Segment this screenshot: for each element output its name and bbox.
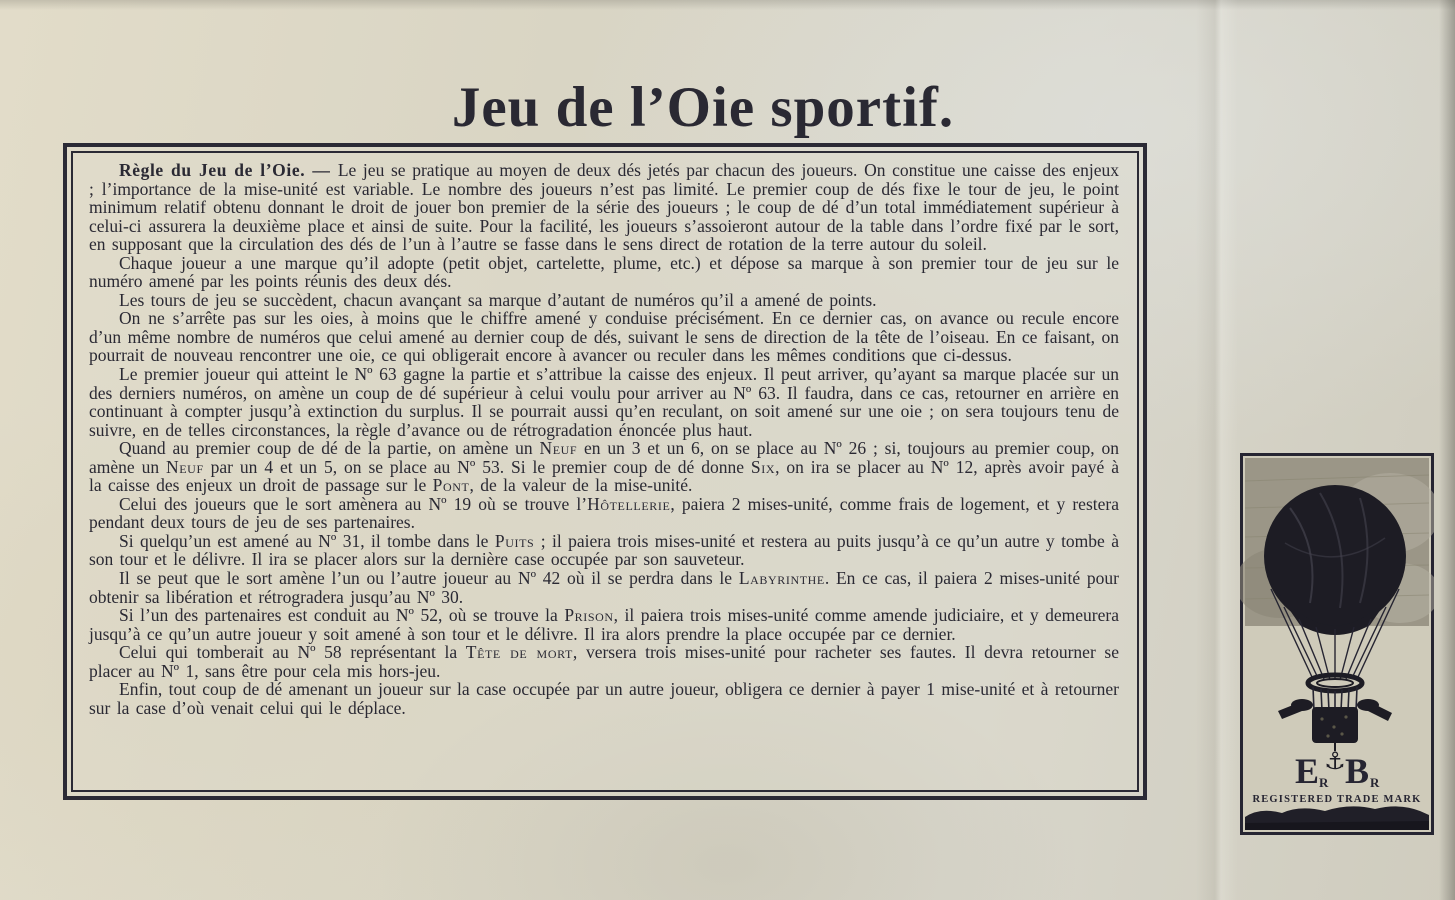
rule-paragraph — [89, 680, 1119, 717]
rule-paragraph — [89, 606, 1119, 643]
rule-text: en un 3 et un 6, on se place au Nº 26 ; si, toujours au premier coup, on amène un — [89, 438, 1119, 477]
rule-text: Labyrinthe — [738, 568, 825, 589]
rule-text: , de la valeur de la mise-unité. — [469, 475, 693, 496]
rule-text: Le jeu se pratique au moyen de deux dés jetés par chacun des joueurs. On constitue une caisse des enjeux ; l’importance de la mise-unité est variable. Le nombre des joueurs n’est pas limité. Le premier coup de dés fixe le tour de jeu, le point minimum relatif obtenu donnant le droit de jouer bon premier de la série des joueurs ; le coup de dé d’un total immédiatement supérieur à celui-ci assurera la deuxième place et ainsi de suite. Pour la facilité, les joueurs s’assoieront autour de la table dans l’ordre fixé par le sort, en supposant que la circulation des dés de l’un à l’autre se fasse dans le sens direct de rotation de la terre autour du soleil. — [89, 160, 1120, 255]
rule-text: . En ce cas, il paiera 2 mises-unité pour obtenir sa libération et rétrogradera jusqu’au Nº 30. — [89, 568, 1119, 607]
rule-text: Neuf — [539, 438, 578, 459]
rule-paragraph — [89, 254, 1119, 291]
rule-text: Chaque joueur a une marque qu’il adopte (petit objet, cartelette, plume, etc.) et dépose sa marque à son premier tour de jeu sur le numéro amené par les points réunis des deux dés. — [89, 252, 1119, 292]
rule-text: Hôtellerie — [587, 493, 671, 514]
rule-text: Le premier joueur qui atteint le Nº 63 gagne la partie et s’attribue la caisse des enjeux. Il peut arriver, qu’ayant sa marque placée sur un des derniers numéros, on amène un coup de dé supérieur à celui voulu pour arriver au Nº 63. Il faudra, dans ce cas, retourner en arrière en continuant à compter jusqu’à extinction du surplus. Il se pourrait aussi qu’en reculant, on soit amené sur une oie ; on sera toujours tenu de suivre, en de telles circonstances, la règle d’avance ou de rétrogradation énoncée plus haut. — [89, 364, 1119, 440]
trademark-label: REGISTERED TRADE MARK — [1252, 794, 1422, 805]
rule-text: , on ira se placer au Nº 12, après avoir payé à la caisse des enjeux un droit de passage sur le — [89, 456, 1119, 496]
rule-text: ; il paiera trois mises-unité et restera au puits jusqu’à ce qu’un autre y tombe à son tour et le délivre. Il ira se placer alors sur la dernière case occupée par son sauveteur. — [89, 530, 1119, 570]
monogram-right: B — [1345, 751, 1370, 791]
monogram-right-sub: R — [1370, 775, 1380, 790]
anchor-icon: ⚓ — [1324, 747, 1346, 775]
paper-right-shadow — [1439, 0, 1455, 900]
rule-text: Six — [750, 456, 776, 477]
trademark-stamp — [1240, 453, 1434, 835]
rule-paragraph — [89, 495, 1119, 532]
rules-box — [63, 143, 1147, 800]
rule-paragraph — [89, 161, 1119, 254]
rule-text: Celui des joueurs que le sort amènera au Nº 19 où se trouve l’ — [119, 493, 588, 514]
rule-paragraph — [89, 365, 1119, 439]
rule-paragraph — [89, 532, 1119, 569]
monogram-left-sub: R — [1319, 775, 1329, 790]
rule-paragraph — [89, 569, 1119, 606]
rule-text: Il se peut que le sort amène l’un ou l’autre joueur au Nº 42 où il se perdra dans le — [119, 568, 739, 589]
page-title: Jeu de l’Oie sportif. — [451, 76, 955, 140]
rule-text: , il paiera trois mises-unité comme amende judiciaire, et y demeurera jusqu’à ce qu’un autre joueur y soit amené à son tour et le délivre. Il ira alors prendre la place occupée par ce dernier. — [89, 605, 1119, 644]
rule-heading: Règle du Jeu de l’Oie. — — [119, 160, 338, 180]
rule-text: Neuf — [166, 456, 204, 477]
rule-text: Tête de mort — [465, 642, 573, 663]
rule-paragraph — [89, 643, 1119, 680]
rule-paragraph — [89, 439, 1119, 495]
hot-air-balloon-illustration — [1240, 453, 1434, 835]
rule-text: Les tours de jeu se succèdent, chacun avançant sa marque d’autant de numéros qu’il a amené de points. — [119, 289, 877, 310]
rule-paragraph — [89, 291, 1119, 310]
rule-text: Enfin, tout coup de dé amenant un joueur sur la case occupée par un autre joueur, obligera ce dernier à payer 1 mise-unité et à retourner sur la case d’où venait celui qui le déplace. — [89, 679, 1119, 718]
rule-paragraph — [89, 309, 1119, 365]
rule-text: , versera trois mises-unité pour racheter ses fautes. Il devra retourner se placer au Nº 1, sans être pour cela mis hors-jeu. — [89, 642, 1119, 681]
rule-text: Celui qui tomberait au Nº 58 représentant la — [119, 642, 466, 663]
rule-text: Puits — [494, 530, 535, 551]
rule-text: Si l’un des partenaires est conduit au Nº 52, où se trouve la — [119, 605, 565, 626]
rule-text: On ne s’arrête pas sur les oies, à moins que le chiffre amené y conduise précisément. En ce dernier cas, on avance ou recule encore d’un même nombre de numéros que celui amené au dernier coup de dés, suivant le sens de direction de la tête de l’oiseau. En ce faisant, on pourrait de nouveau rencontrer une oie, ce qui obligerait encore à avancer ou reculer dans les mêmes conditions que ci-dessus. — [89, 308, 1119, 366]
rule-text: Prison — [564, 605, 614, 626]
rule-text: , paiera 2 mises-unité, comme frais de logement, et y restera pendant deux tours de jeu de ses partenaires. — [89, 493, 1119, 533]
rule-text: Si quelqu’un est amené au Nº 31, il tombe dans le — [119, 530, 495, 551]
rule-text: par un 4 et un 5, on se place au Nº 53. Si le premier coup de dé donne — [203, 456, 751, 477]
monogram-left: E — [1295, 751, 1320, 791]
rule-text: Quand au premier coup de dé de la partie, on amène un — [119, 438, 540, 459]
rules-text-area — [71, 151, 1139, 792]
rule-text: Pont — [432, 475, 470, 496]
